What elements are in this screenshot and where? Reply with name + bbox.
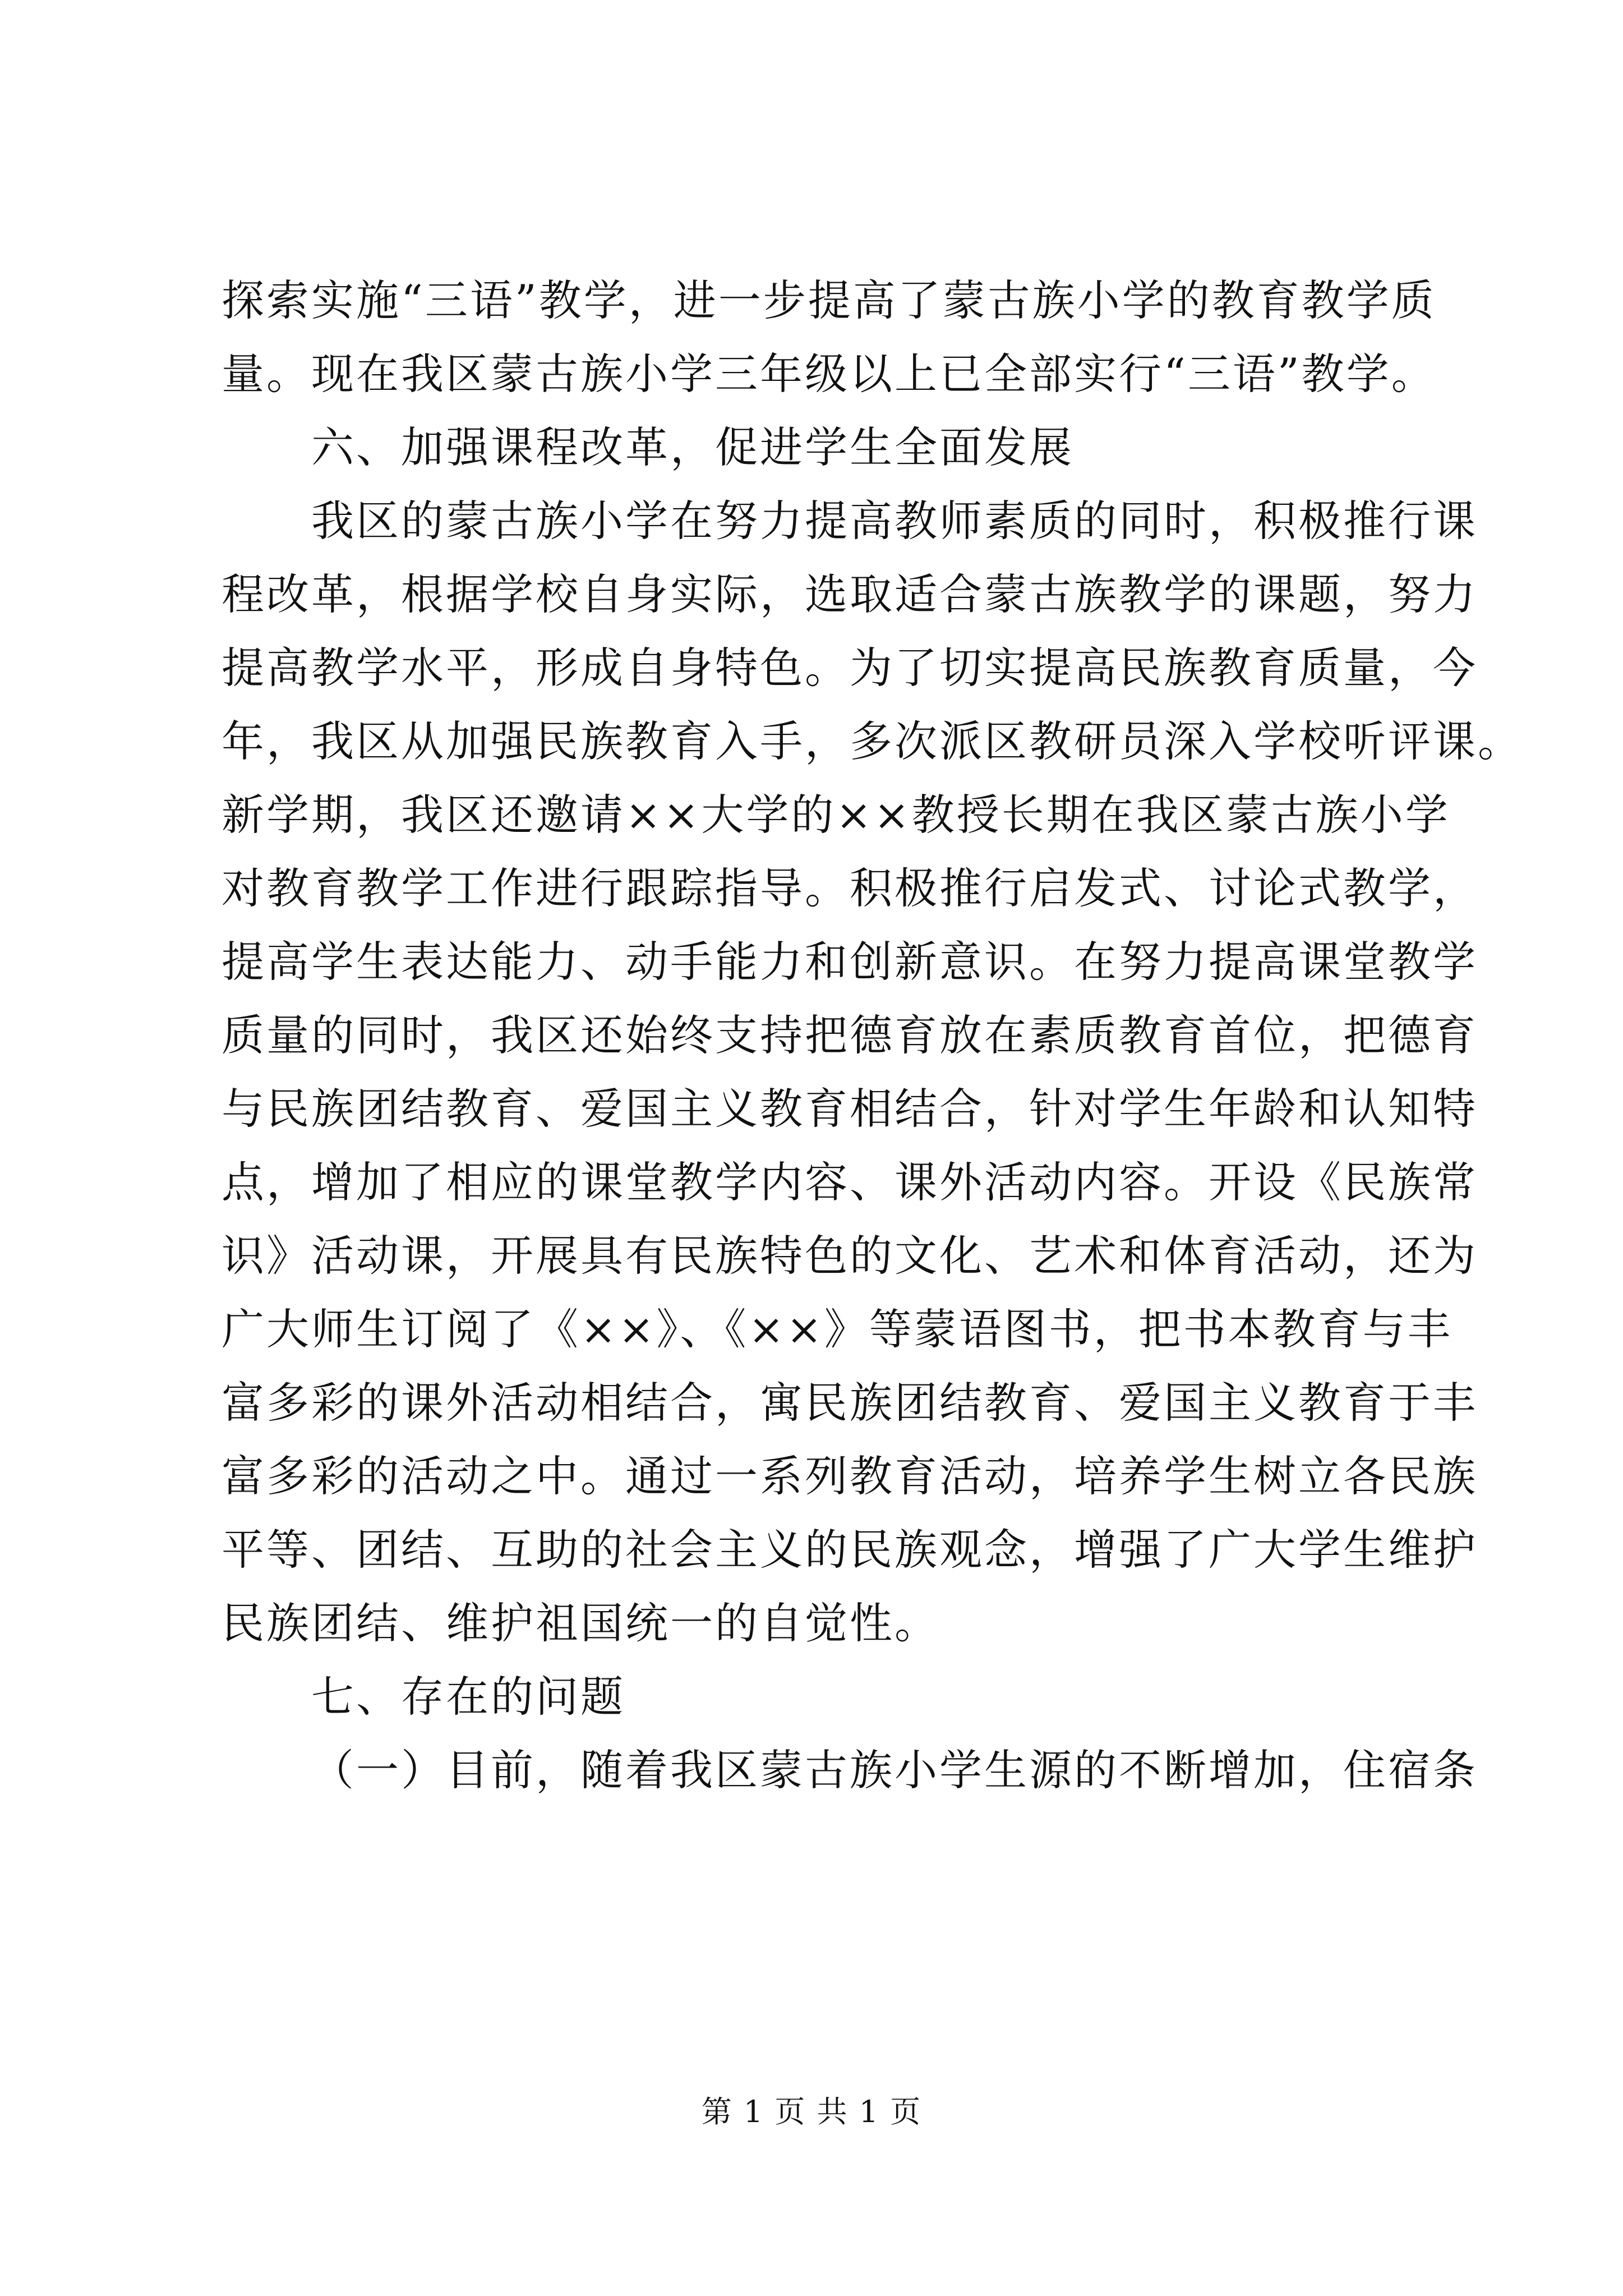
text-line: 年，我区从加强民族教育入手，多次派区教研员深入学校听评课。: [222, 716, 1523, 766]
text-line: 提高学生表达能力、动手能力和创新意识。在努力提高课堂教学: [222, 937, 1478, 987]
text-line: 新学期，我区还邀请××大学的××教授长期在我区蒙古族小学: [222, 790, 1450, 840]
text-line: 广大师生订阅了《××》、《××》等蒙语图书，把书本教育与丰: [222, 1304, 1453, 1354]
text-line: 量。现在我区蒙古族小学三年级以上已全部实行“三语”教学。: [222, 349, 1436, 399]
text-line: 我区的蒙古族小学在努力提高教师素质的同时，积极推行课: [311, 496, 1478, 546]
text-line: 识》活动课，开展具有民族特色的文化、艺术和体育活动，还为: [222, 1231, 1478, 1281]
document-body: [222, 264, 1523, 1807]
text-line: 程改革，根据学校自身实际，选取适合蒙古族教学的课题，努力: [222, 569, 1478, 619]
text-line: （一）目前，随着我区蒙古族小学生源的不断增加，住宿条: [311, 1745, 1478, 1795]
text-line: 对教育教学工作进行跟踪指导。积极推行启发式、讨论式教学，: [222, 863, 1478, 913]
text-line: 提高教学水平，形成自身特色。为了切实提高民族教育质量，今: [222, 643, 1478, 693]
text-line: 富多彩的课外活动相结合，寓民族团结教育、爱国主义教育于丰: [222, 1378, 1478, 1428]
text-line: 富多彩的活动之中。通过一系列教育活动，培养学生树立各民族: [222, 1451, 1478, 1501]
text-line: 点，增加了相应的课堂教学内容、课外活动内容。开设《民族常: [222, 1157, 1478, 1207]
text-line: 平等、团结、互助的社会主义的民族观念，增强了广大学生维护: [222, 1525, 1478, 1575]
text-line: 民族团结、维护祖国统一的自觉性。: [222, 1598, 939, 1648]
text-line: 探索实施“三语”教学，进一步提高了蒙古族小学的教育教学质: [222, 275, 1436, 325]
page-footer: 第 1 页 共 1 页: [701, 2094, 922, 2129]
text-line: 质量的同时，我区还始终支持把德育放在素质教育首位，把德育: [222, 1010, 1478, 1060]
section-heading: 七、存在的问题: [311, 1672, 625, 1722]
text-line: 与民族团结教育、爱国主义教育相结合，针对学生年龄和认知特: [222, 1084, 1478, 1134]
section-heading: 六、加强课程改革，促进学生全面发展: [311, 422, 1074, 472]
